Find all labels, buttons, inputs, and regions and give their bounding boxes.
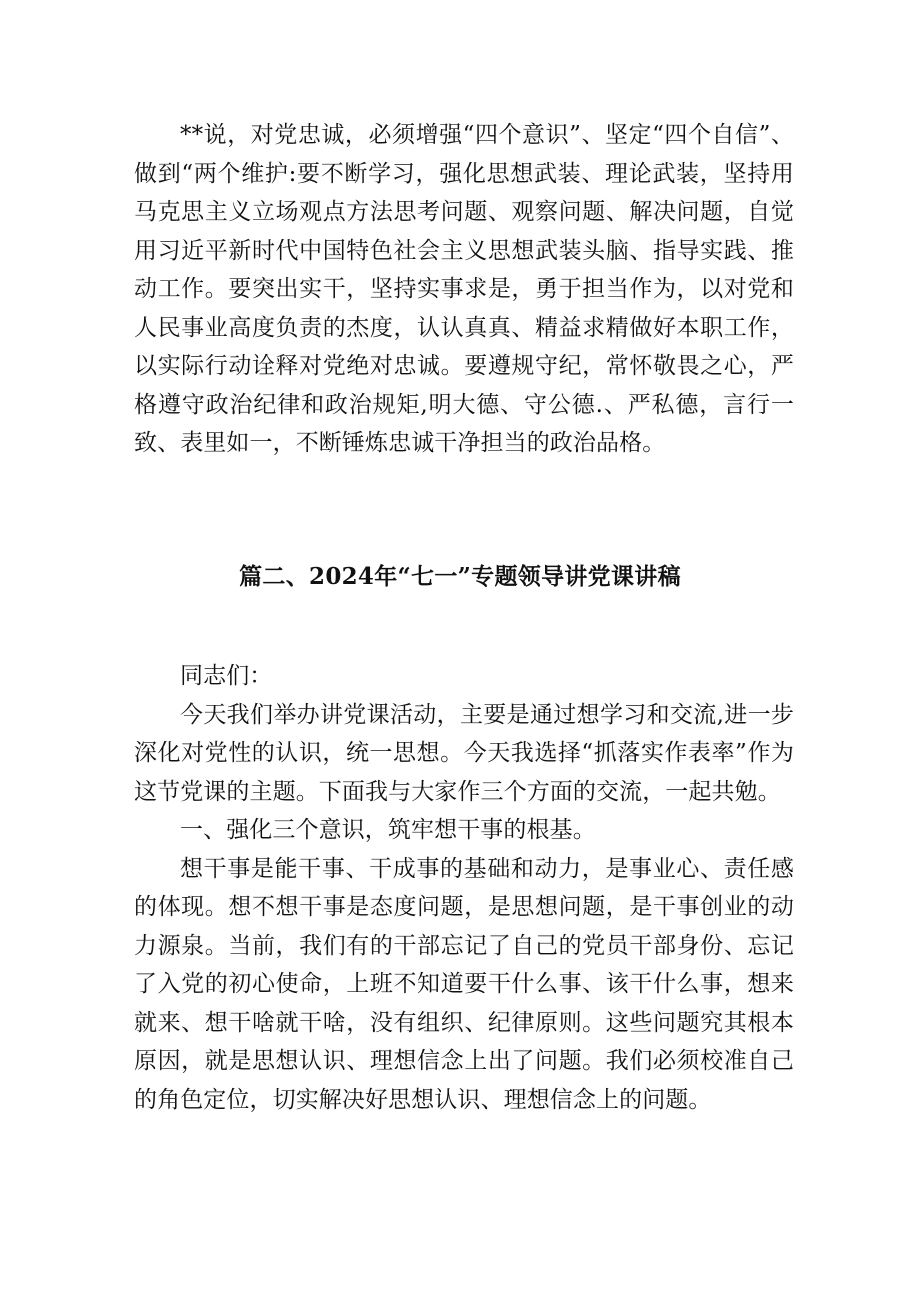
paragraph-intro: 今天我们举办讲党课活动，主要是通过想学习和交流,进一步深化对党性的认识，统一思想。今天我选择“抓落实作表率”作为这节党课的主题。下面我与大家作三个方面的交流，一起共勉。 (134, 701, 794, 805)
section1 (134, 116, 794, 463)
paragraph-loyalty: **说，对党忠诚，必须增强“四个意识”、坚定“四个自信”、做到“两个维护:要不断学习，强化思想武装、理论武装，坚持用马克思主义立场观点方法思考问题、观察问题、解决问题，自觉用习近平新时代中国特色社会主义思想武装头脑、指导实践、推动工作。要突出实干，坚持实事求是，勇于担当作为，以对党和人民事业高度负责的杰度，认认真真、精益求精做好本职工作，以实际行动诠释对党绝对忠诚。要遵规守纪，常怀敬畏之心，严格遵守政治纪律和政治规矩,明大德、守公德.、严私德，言行一致、表里如一，不断锤炼忠诚干净担当的政治品格。 (134, 122, 794, 456)
section-heading: 篇二、2024年“七一”专题领导讲党课讲稿 (239, 563, 681, 590)
paragraph-want-to-work: 想干事是能干事、干成事的基础和动力，是事业心、责任感的体现。想不想干事是态度问题，是思想问题，是干事创业的动力源泉。当前，我们有的干部忘记了自己的党员干部身份、忘记了入党的初心使命，上班不知道要干什么事、该干什么事，想来就来、想干啥就干啥，没有组织、纪律原则。这些问题究其根本原因，就是思想认识、理想信念上出了问题。我们必须校准自己的角色定位，切实解决好思想认识、理想信念上的问题。 (134, 855, 794, 1113)
salutation: 同志们： (180, 663, 273, 689)
section2-body (134, 657, 794, 1119)
paragraph-subheading-1: 一、强化三个意识，筑牢想干事的根基。 (180, 817, 596, 843)
